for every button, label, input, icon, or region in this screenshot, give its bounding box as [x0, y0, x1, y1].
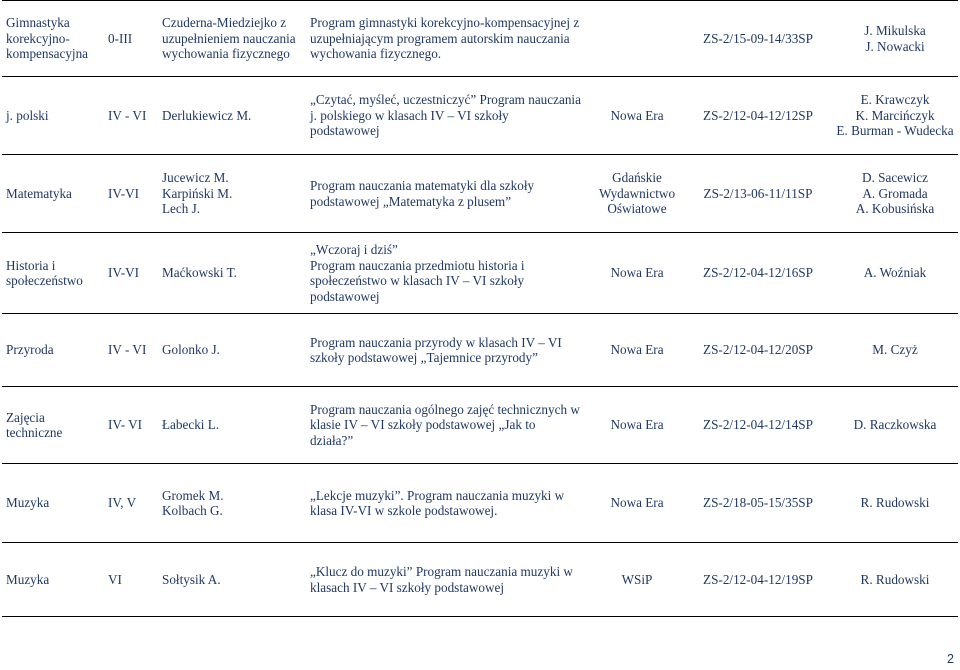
publisher-cell	[590, 543, 684, 617]
subject-line: korekcyjno-	[6, 30, 70, 46]
table-row	[2, 314, 958, 387]
subject-cell	[2, 233, 104, 314]
authors-line: Karpiński M.	[162, 185, 233, 201]
subject-line: techniczne	[6, 425, 63, 440]
reviewers-cell	[832, 387, 958, 464]
publisher-line: Gdańskie	[612, 170, 662, 186]
program-line: Program nauczania przyrody w klasach IV – VI	[310, 334, 562, 350]
number-line: ZS-2/12-04-12/14SP	[703, 417, 813, 433]
authors-line: Jucewicz M.	[162, 170, 229, 186]
subject-line: kompensacyjna	[6, 46, 89, 62]
program-cell	[306, 543, 590, 617]
grade-line: IV - VI	[108, 107, 147, 123]
number-cell	[684, 155, 832, 233]
authors-line: Golonko J.	[162, 342, 220, 358]
program-line: klasa IV-VI w szkole podstawowej.	[310, 503, 498, 518]
reviewers-line: J. Mikulska	[864, 23, 926, 38]
program-line: podstawowej	[310, 288, 380, 304]
reviewers-cell	[832, 155, 958, 233]
reviewers-cell	[832, 77, 958, 155]
reviewers-line: A. Gromada	[862, 185, 928, 201]
number-cell	[684, 543, 832, 617]
program-cell	[306, 314, 590, 387]
number-cell	[684, 77, 832, 155]
authors-cell	[158, 155, 306, 233]
publisher-line: Nowa Era	[610, 417, 664, 433]
grade-line: IV- VI	[108, 417, 143, 433]
subject-cell	[2, 155, 104, 233]
publisher-line: WSiP	[621, 571, 653, 587]
reviewers-cell	[832, 464, 958, 543]
program-cell	[306, 387, 590, 464]
publisher-cell	[590, 233, 684, 314]
reviewers-cell	[832, 233, 958, 314]
authors-line: Lech J.	[162, 201, 201, 217]
reviewers-line: K. Marcińczyk	[855, 107, 935, 123]
authors-line: Sołtysik A.	[162, 571, 221, 587]
number-cell	[684, 233, 832, 314]
table-row	[2, 1, 958, 77]
publisher-cell	[590, 314, 684, 387]
grade-line: IV - VI	[108, 342, 147, 358]
reviewers-cell	[832, 543, 958, 617]
authors-line: uzupełnieniem nauczania	[162, 30, 296, 46]
table-row	[2, 387, 958, 464]
program-line: wychowania fizycznego.	[310, 46, 442, 62]
publisher-line: Nowa Era	[610, 107, 664, 123]
grade-cell	[104, 233, 158, 314]
number-line: ZS-2/12-04-12/12SP	[703, 107, 813, 123]
authors-cell	[158, 543, 306, 617]
program-cell	[306, 464, 590, 543]
authors-cell	[158, 314, 306, 387]
authors-line: wychowania fizycznego	[162, 46, 290, 62]
program-line: działa?”	[310, 432, 354, 448]
grade-line: IV, V	[108, 495, 137, 511]
subject-line: Gimnastyka	[6, 15, 70, 31]
program-line: Program nauczania matematyki dla szkoły	[310, 178, 535, 193]
subject-cell	[2, 464, 104, 543]
authors-cell	[158, 387, 306, 464]
program-line: społeczeństwo w klasach IV – VI szkoły	[310, 273, 525, 288]
program-line: podstawowej	[310, 123, 380, 139]
program-line: j. polskiego w klasach IV – VI szkoły	[310, 107, 509, 123]
publisher-cell	[590, 77, 684, 155]
publisher-line: Oświatowe	[607, 201, 667, 217]
authors-line: Maćkowski T.	[162, 265, 237, 281]
grade-cell	[104, 77, 158, 155]
program-line: „Lekcje muzyki”. Program nauczania muzyki w	[310, 487, 565, 503]
program-cell	[306, 1, 590, 77]
table-row	[2, 543, 958, 617]
table-row	[2, 155, 958, 233]
publisher-line: Wydawnictwo	[598, 185, 676, 201]
number-line: ZS-2/12-04-12/16SP	[703, 265, 813, 281]
grade-cell	[104, 464, 158, 543]
authors-cell	[158, 464, 306, 543]
number-line: ZS-2/13-06-11/11SP	[703, 185, 813, 201]
subject-line: Historia i	[6, 257, 56, 273]
subject-cell	[2, 314, 104, 387]
subject-line: Matematyka	[6, 185, 72, 201]
authors-line: Łabecki L.	[162, 417, 220, 433]
grade-cell	[104, 543, 158, 617]
authors-line: Czuderna-Miedziejko z	[162, 15, 287, 31]
subject-cell	[2, 387, 104, 464]
program-cell	[306, 155, 590, 233]
program-line: Program nauczania przedmiotu historia i	[310, 257, 525, 273]
page-number: 2	[947, 652, 954, 666]
subject-line: j. polski	[6, 107, 49, 123]
reviewers-line: M. Czyż	[872, 342, 918, 358]
number-line: ZS-2/12-04-12/19SP	[703, 571, 813, 587]
reviewers-line: D. Sacewicz	[862, 170, 928, 186]
reviewers-line: E. Burman - Wudecka	[836, 123, 954, 139]
program-line: Program nauczania ogólnego zajęć technicznych w	[310, 401, 580, 417]
publisher-cell	[590, 387, 684, 464]
program-line: uzupełniającym programem autorskim nauczania	[310, 30, 570, 46]
publisher-cell	[590, 464, 684, 543]
grade-cell	[104, 314, 158, 387]
subject-line: Muzyka	[6, 571, 50, 587]
grade-cell	[104, 155, 158, 233]
reviewers-line: A. Kobusińska	[855, 201, 935, 217]
authors-line: Gromek M.	[162, 487, 224, 503]
program-table	[2, 0, 958, 617]
number-cell	[684, 314, 832, 387]
reviewers-line: E. Krawczyk	[860, 92, 930, 108]
reviewers-line: J. Nowacki	[865, 38, 925, 54]
subject-cell	[2, 543, 104, 617]
subject-line: Przyroda	[6, 342, 54, 358]
subject-line: Muzyka	[6, 495, 50, 511]
authors-cell	[158, 77, 306, 155]
publisher-line: Nowa Era	[610, 495, 664, 511]
grade-line: VI	[108, 571, 122, 587]
publisher-line: Nowa Era	[610, 265, 664, 281]
grade-line: IV-VI	[108, 265, 140, 281]
subject-cell	[2, 1, 104, 77]
program-line: Program gimnastyki korekcyjno-kompensacyjnej z	[310, 15, 580, 31]
program-table-body	[2, 1, 958, 617]
number-line: ZS-2/15-09-14/33SP	[703, 30, 813, 46]
program-cell	[306, 233, 590, 314]
reviewers-line: R. Rudowski	[860, 495, 930, 511]
table-row	[2, 77, 958, 155]
reviewers-line: A. Woźniak	[863, 265, 927, 281]
publisher-cell	[590, 1, 684, 77]
table-row	[2, 464, 958, 543]
authors-line: Derlukiewicz M.	[162, 107, 252, 123]
reviewers-line: R. Rudowski	[860, 571, 930, 587]
program-line: szkoły podstawowej „Tajemnice przyrody”	[310, 350, 538, 365]
reviewers-cell	[832, 1, 958, 77]
number-line: ZS-2/18-05-15/35SP	[703, 495, 813, 511]
number-cell	[684, 464, 832, 543]
publisher-cell	[590, 155, 684, 233]
program-cell	[306, 77, 590, 155]
authors-cell	[158, 233, 306, 314]
authors-line: Kolbach G.	[162, 503, 223, 518]
number-cell	[684, 387, 832, 464]
grade-line: 0-III	[108, 30, 133, 46]
program-line: podstawowej „Matematyka z plusem”	[310, 193, 512, 209]
grade-cell	[104, 1, 158, 77]
program-line: klasach IV – VI szkoły podstawowej	[310, 579, 504, 595]
subject-cell	[2, 77, 104, 155]
publisher-line: Nowa Era	[610, 342, 664, 358]
program-line: klasie IV – VI szkoły podstawowej „Jak to	[310, 417, 536, 433]
program-line: „Czytać, myśleć, uczestniczyć” Program nauczania	[310, 92, 581, 108]
grade-line: IV-VI	[108, 185, 140, 201]
reviewers-line: D. Raczkowska	[853, 417, 937, 433]
reviewers-cell	[832, 314, 958, 387]
program-line: „Klucz do muzyki” Program nauczania muzyki w	[310, 564, 573, 579]
grade-cell	[104, 387, 158, 464]
subject-line: Zajęcia	[6, 409, 45, 425]
program-line: „Wczoraj i dziś”	[310, 242, 398, 257]
subject-line: społeczeństwo	[6, 273, 83, 288]
table-row	[2, 233, 958, 314]
number-cell	[684, 1, 832, 77]
authors-cell	[158, 1, 306, 77]
number-line: ZS-2/12-04-12/20SP	[703, 342, 813, 358]
